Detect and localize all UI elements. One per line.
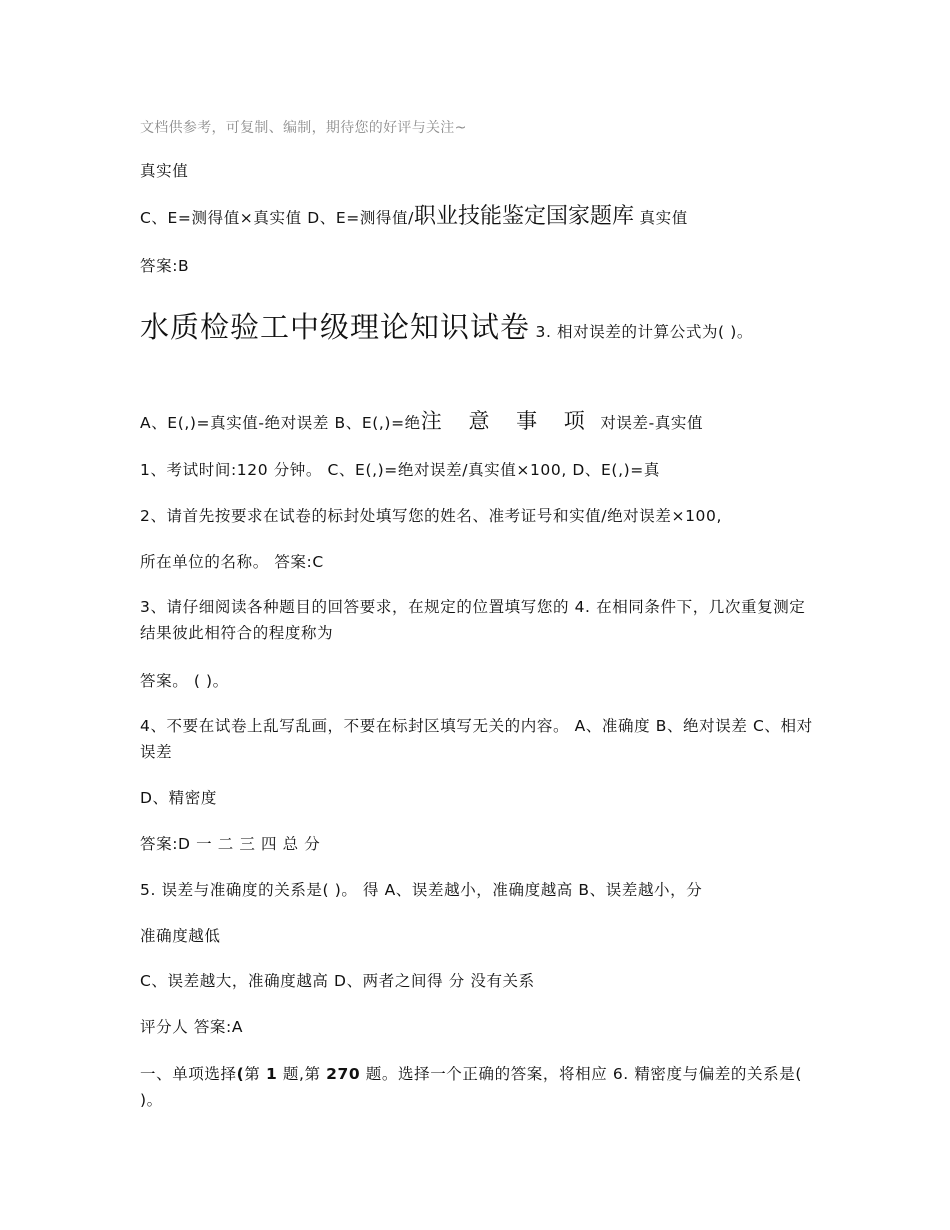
- text-span: 题,第: [277, 1065, 327, 1083]
- header-note: 文档供参考，可复制、编制，期待您的好评与关注~: [140, 120, 467, 136]
- text-line: 2、请首先按要求在试卷的标封处填写您的姓名、准考证号和实值/绝对误差×100,: [140, 507, 722, 525]
- text-line: 真实值: [140, 162, 189, 180]
- text-line: 5. 误差与准确度的关系是( )。 得 A、误差越小，准确度越高 B、误差越小，分: [140, 881, 703, 899]
- text-span: 对误差-真实值: [594, 414, 704, 432]
- answer-line: 答案:D 一 二 三 四 总 分: [140, 835, 321, 853]
- text-span: 题。选择一个正确的答案，将相应 6. 精密度与偏差的关系是( )。: [140, 1065, 802, 1109]
- question-text: 3. 相对误差的计算公式为( )。: [530, 323, 753, 341]
- bold-number: 270: [326, 1065, 361, 1083]
- text-span: 真实值: [633, 209, 688, 227]
- exam-title: 水质检验工中级理论知识试卷: [140, 310, 531, 344]
- text-line: 准确度越低: [140, 927, 221, 945]
- text-line: 答案。 ( )。: [140, 672, 229, 690]
- text-line: C、误差越大，准确度越高 D、两者之间得 分 没有关系: [140, 972, 535, 990]
- text-paragraph: 4、不要在试卷上乱写乱画，不要在标封区填写无关的内容。 A、准确度 B、绝对误差 C、相对误差: [140, 717, 813, 761]
- title-line: [140, 310, 820, 349]
- text-span: 第: [244, 1065, 266, 1083]
- text-line: [140, 409, 820, 435]
- answer-line: 评分人 答案:A: [140, 1018, 244, 1036]
- text-span: 一、单项选择: [140, 1065, 237, 1083]
- bold-span: (: [236, 1065, 245, 1083]
- answer-line: 答案:B: [140, 257, 190, 275]
- exam-bank-heading: 职业技能鉴定国家题库: [413, 204, 634, 229]
- text-span: A、E(,)=真实值-绝对误差 B、E(,)=绝: [140, 414, 421, 432]
- text-line: 1、考试时间:120 分钟。 C、E(,)=绝对误差/真实值×100, D、E(,)=真: [140, 461, 660, 479]
- text-line: D、精密度: [140, 789, 217, 807]
- section-heading-paragraph: [140, 1061, 820, 1113]
- text-line: 所在单位的名称。 答案:C: [140, 553, 324, 571]
- bold-number: 1: [265, 1065, 278, 1083]
- text-span: C、E=测得值×真实值 D、E=测得值/: [140, 209, 414, 227]
- text-paragraph: 3、请仔细阅读各种题目的回答要求，在规定的位置填写您的 4. 在相同条件下，几次重复测定结果彼此相符合的程度称为: [140, 598, 806, 642]
- notice-heading: 注 意 事 项: [420, 409, 595, 433]
- text-line: [140, 205, 820, 230]
